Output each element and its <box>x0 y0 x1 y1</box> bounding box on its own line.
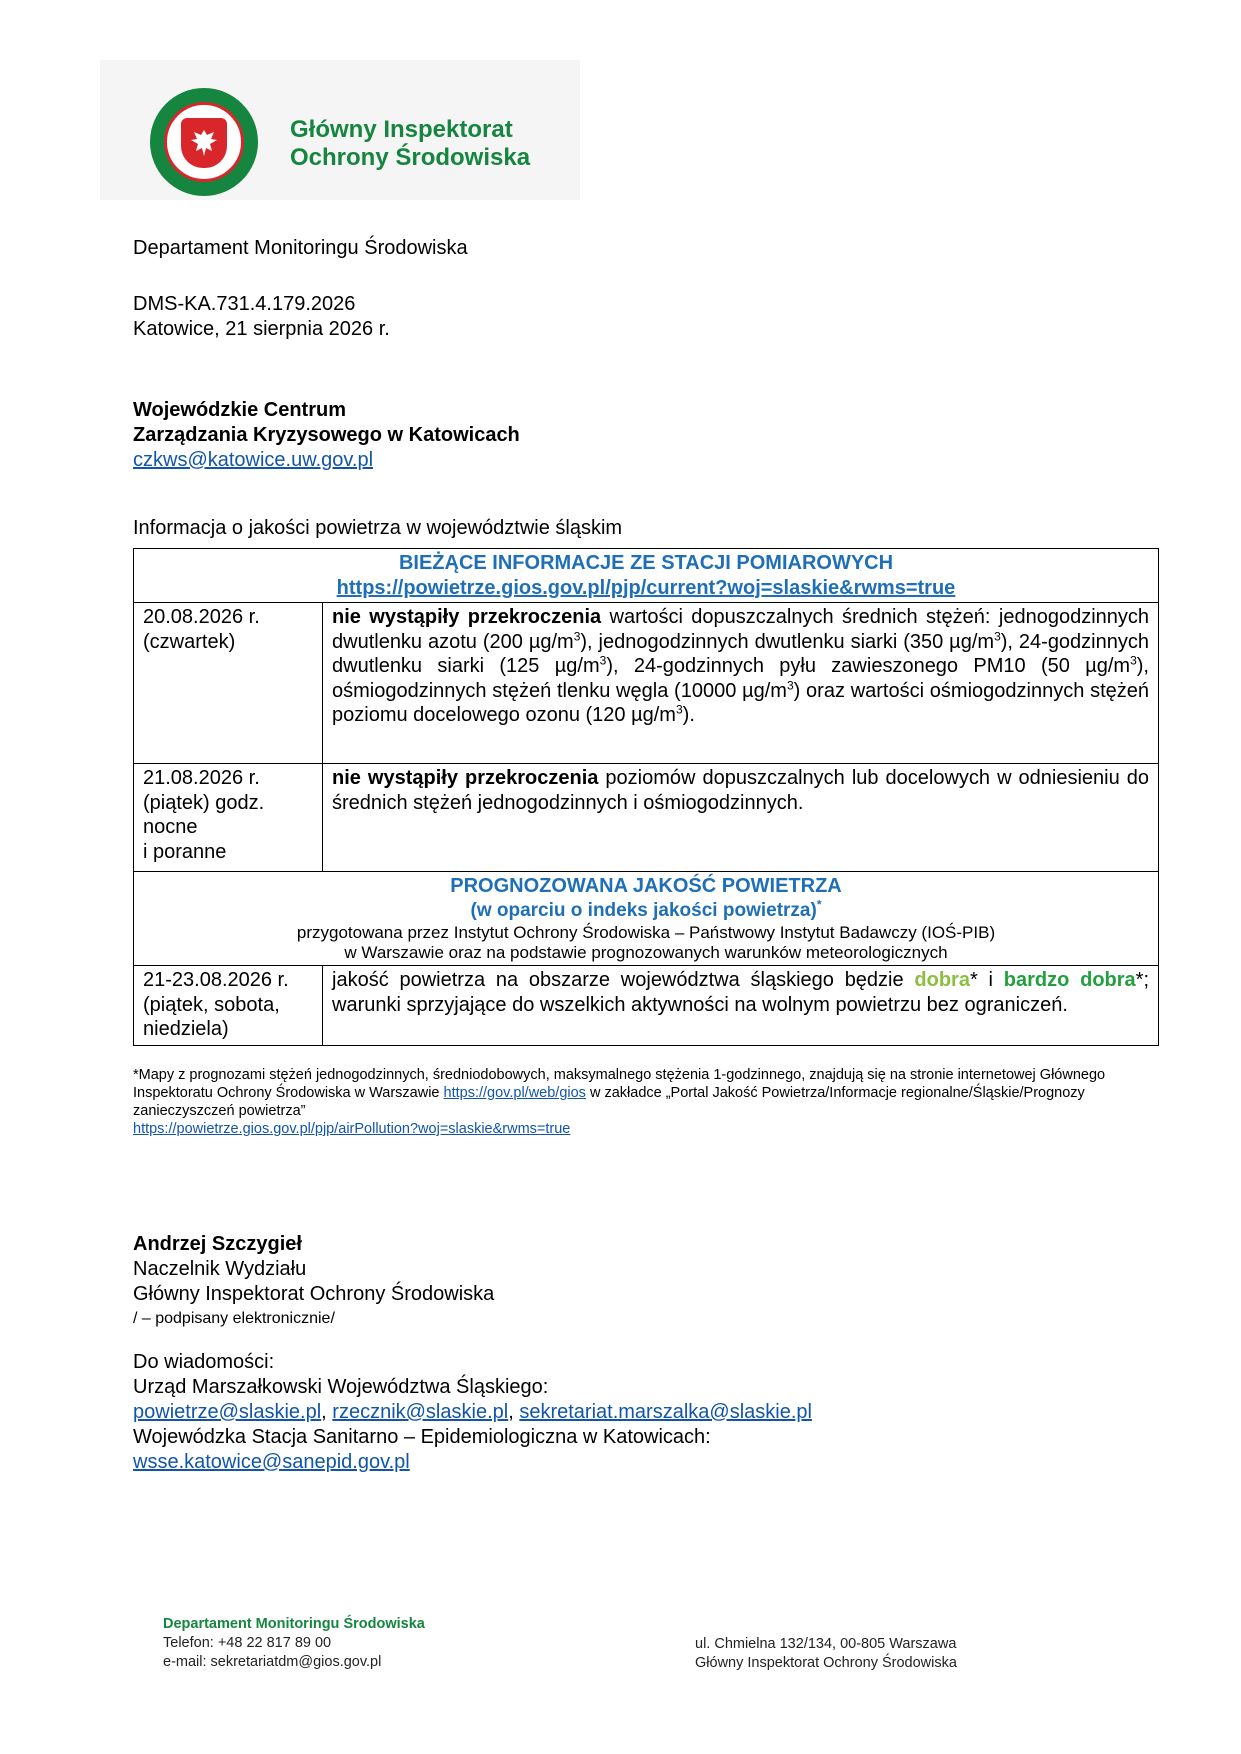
sup-3: 3 <box>599 653 607 668</box>
row1-t7: ). <box>682 704 695 726</box>
current-info-url[interactable]: https://powietrze.gios.gov.pl/pjp/current?woj=slaskie&rwms=true <box>336 576 956 599</box>
sup-5: 3 <box>786 677 794 692</box>
white-eagle-icon <box>187 126 221 160</box>
cc-sep1: , <box>321 1401 333 1423</box>
gios-logo-name <box>290 116 530 172</box>
sup-2: 3 <box>994 628 1001 643</box>
reference-number: DMS-KA.731.4.179.2026 <box>133 293 356 315</box>
row1-text <box>323 603 1159 764</box>
row1-t5: ), ośmiogodzinnych stężeń tlenku węgla (10000 µg/m <box>332 655 1149 702</box>
current-info-title: BIEŻĄCE INFORMACJE ZE STACJI POMIAROWYCH <box>398 552 894 574</box>
sup-4: 3 <box>1130 653 1137 668</box>
cc-title: Do wiadomości: <box>133 1351 275 1373</box>
forecast-prepared1: przygotowana przez Instytut Ochrony Środowiska – Państwowy Instytut Badawczy (IOŚ-PIB) <box>296 923 996 942</box>
row2-day2: nocne <box>143 816 198 838</box>
cc-emails-row <box>133 1400 812 1425</box>
footer-org: Główny Inspektorat Ochrony Środowiska <box>695 1655 957 1671</box>
row2-text <box>323 764 1159 872</box>
forecast-date: 21-23.08.2026 r. <box>143 969 289 991</box>
current-info-table <box>133 548 1159 1046</box>
footnote-link2[interactable]: https://powietrze.gios.gov.pl/pjp/airPollution?woj=slaskie&rwms=true <box>133 1121 571 1137</box>
row1-date-cell <box>134 603 323 764</box>
cc-sep2: , <box>508 1401 520 1423</box>
footer-address: ul. Chmielna 132/134, 00-805 Warszawa <box>695 1636 957 1652</box>
row1-t4: ), 24-godzinnych pyłu zawieszonego PM10 (50 µg/m <box>606 655 1131 677</box>
row2-rest: poziomów dopuszczalnych lub docelowych w odniesieniu do średnich stężeń jednogodzinnych i ośmiogodzinnych. <box>332 767 1150 814</box>
recipient-line2: Zarządzania Kryzysowego w Katowicach <box>133 424 520 446</box>
row2-day3: i poranne <box>143 840 227 863</box>
row2-date-cell <box>134 764 323 872</box>
forecast-subtitle-row <box>140 899 1152 924</box>
row1-t6: ) oraz wartości ośmiogodzinnych stężeń poziomu docelowego ozonu (120 µg/m <box>332 679 1149 726</box>
forecast-date-cell <box>134 966 323 1046</box>
forecast-day2: niedziela) <box>143 1018 229 1040</box>
forecast-t1: jakość powietrza na obszarze województwa śląskiego będzie <box>332 969 915 991</box>
footnote <box>133 1066 1143 1138</box>
row1-t3: ), 24-godzinnych dwutlenku siarki (125 µg/m <box>332 630 1149 677</box>
cc-email3-link[interactable]: sekretariat.marszalka@slaskie.pl <box>519 1401 812 1423</box>
footer-phone: Telefon: +48 22 817 89 00 <box>163 1635 332 1651</box>
subject: Informacja o jakości powietrza w województwie śląskim <box>133 517 623 539</box>
cc-email1-link[interactable]: powietrze@slaskie.pl <box>133 1401 322 1423</box>
cc-org2: Wojewódzka Stacja Sanitarno – Epidemiologiczna w Katowicach: <box>133 1426 711 1448</box>
cc-email2-link[interactable]: rzecznik@slaskie.pl <box>332 1401 509 1423</box>
recipient-line1: Wojewódzkie Centrum <box>133 399 346 421</box>
row1-date: 20.08.2026 r. <box>143 606 260 628</box>
signature-name: Andrzej Szczygieł <box>133 1233 302 1255</box>
seal-inner-ring <box>164 102 244 182</box>
current-info-header <box>134 549 1159 603</box>
signature-org: Główny Inspektorat Ochrony Środowiska <box>133 1283 495 1305</box>
footer-title: Departament Monitoringu Środowiska <box>163 1616 425 1632</box>
footnote-t2: w zakładce „Portal Jakość Powietrza/Informacje regionalne/Śląskie/Prognozy zanieczyszczeń powietrza” <box>133 1085 1085 1119</box>
cc-org1: Urząd Marszałkowski Województwa Śląskiego: <box>133 1376 549 1398</box>
signature-signed: / – podpisany elektronicznie/ <box>133 1310 335 1327</box>
signature-role: Naczelnik Wydziału <box>133 1258 307 1280</box>
forecast-subtitle: (w oparciu o indeks jakości powietrza) <box>470 899 817 921</box>
forecast-t3: *; warunki sprzyjające do wszelkich aktywności na wolnym powietrzu bez ograniczeń. <box>332 969 1150 1016</box>
logo-name-line2: Ochrony Środowiska <box>290 144 531 171</box>
seal-shield <box>181 118 227 168</box>
footnote-link1[interactable]: https://gov.pl/web/gios <box>443 1085 586 1101</box>
logo-name-line1: Główny Inspektorat <box>290 116 513 143</box>
forecast-day1: (piątek, sobota, <box>143 993 280 1016</box>
recipient-email-link[interactable]: czkws@katowice.uw.gov.pl <box>133 449 374 471</box>
row2-bold: nie wystąpiły przekroczenia <box>332 767 599 789</box>
cc-email4-link[interactable]: wsse.katowice@sanepid.gov.pl <box>133 1451 410 1473</box>
gios-seal-icon <box>150 88 258 196</box>
row1-t1: wartości dopuszczalnych średnich stężeń: jednogodzinnych dwutlenku azotu (200 µg/m <box>332 606 1150 653</box>
forecast-header <box>134 872 1159 966</box>
sup-1: 3 <box>573 628 581 643</box>
gios-logo <box>100 60 580 200</box>
forecast-t2: * i <box>969 969 1004 991</box>
forecast-subtitle-mark: * <box>816 897 822 912</box>
row1-bold: nie wystąpiły przekroczenia <box>332 606 602 628</box>
row1-day: (czwartek) <box>143 630 236 653</box>
row2-day: (piątek) godz. <box>143 791 265 814</box>
place-date: Katowice, 21 sierpnia 2026 r. <box>133 318 390 340</box>
row1-t2: ), jednogodzinnych dwutlenku siarki (350 µg/m <box>580 630 995 653</box>
forecast-very-good: bardzo dobra <box>1003 969 1136 991</box>
forecast-prepared2: w Warszawie oraz na podstawie prognozowanych warunków meteorologicznych <box>344 943 948 962</box>
department-name: Departament Monitoringu Środowiska <box>133 237 468 259</box>
forecast-title: PROGNOZOWANA JAKOŚĆ POWIETRZA <box>450 875 842 897</box>
forecast-text <box>323 966 1159 1046</box>
sup-6: 3 <box>675 702 683 717</box>
footnote-t1: *Mapy z prognozami stężeń jednogodzinnych, średniodobowych, maksymalnego stężenia 1-godzinnego, znajdują się na stronie internetowej Głównego Inspektoratu Ochrony Środowiska w Warszawie <box>133 1067 1106 1101</box>
footer-email: e-mail: sekretariatdm@gios.gov.pl <box>163 1654 382 1670</box>
forecast-good: dobra <box>914 969 970 991</box>
row2-date: 21.08.2026 r. <box>143 767 260 789</box>
